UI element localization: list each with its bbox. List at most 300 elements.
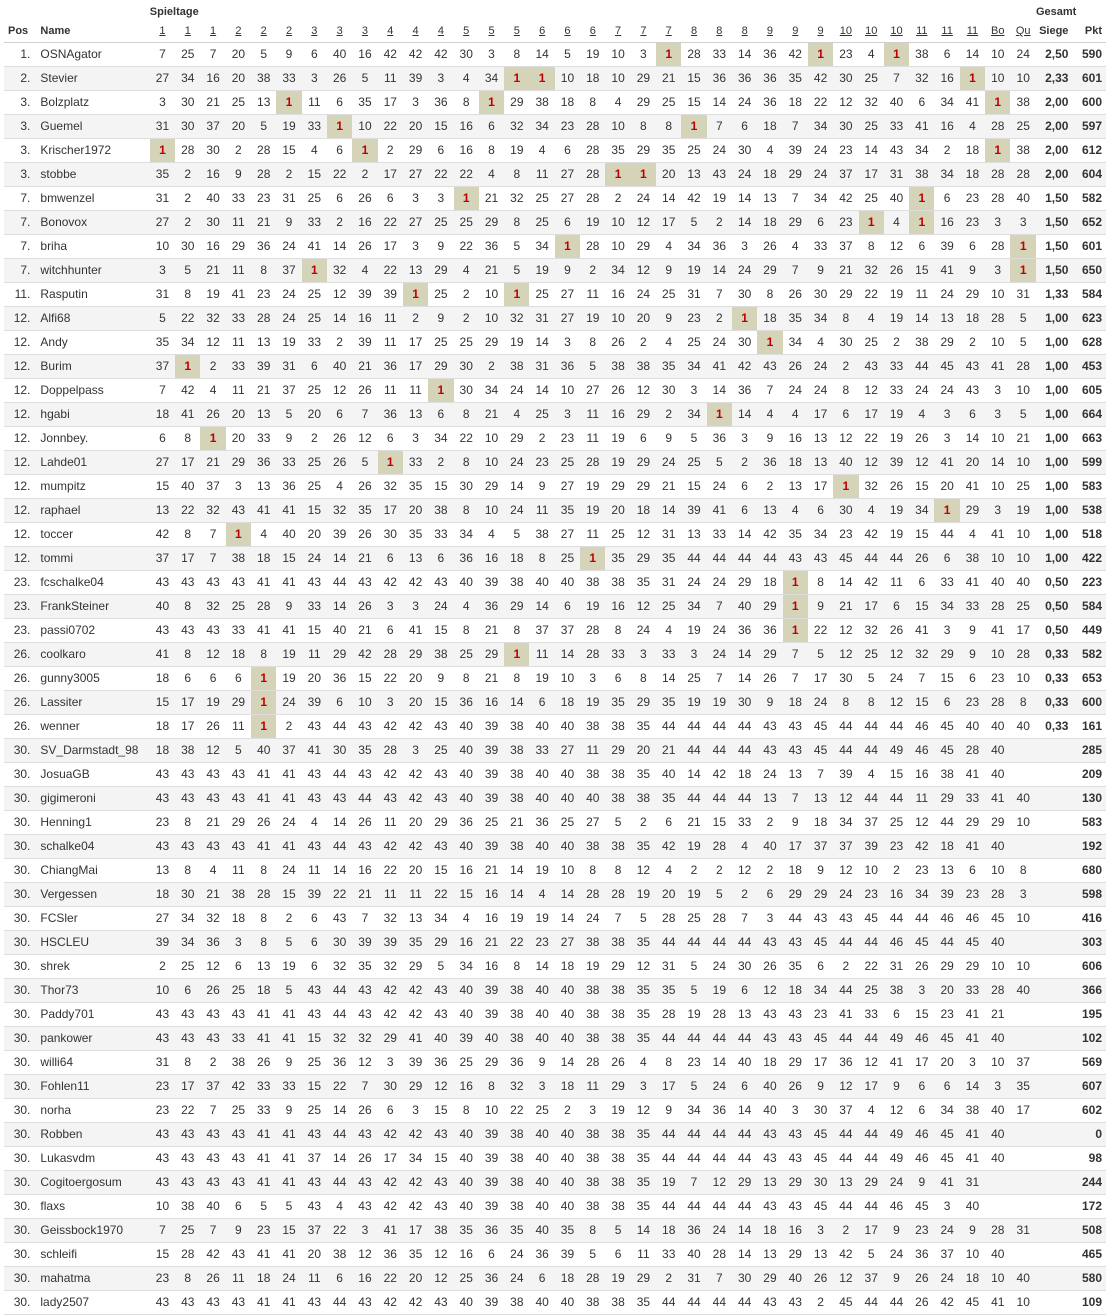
matchday-rank-cell: 11	[384, 71, 397, 85]
player-name[interactable]: stobbe	[40, 167, 77, 181]
matchday-win-cell: 1	[251, 667, 276, 691]
matchday-rank-cell: 11	[586, 431, 599, 445]
matchday-rank-cell: 44	[839, 743, 853, 757]
player-name[interactable]: Bolzplatz	[40, 95, 90, 109]
matchday-header[interactable]: 11	[934, 21, 959, 43]
matchday-rank-cell: 28	[257, 887, 271, 901]
matchday-rank-cell: 32	[332, 503, 347, 517]
matchday-rank-cell: 24	[282, 1271, 296, 1285]
matchday-header[interactable]: 7	[631, 21, 656, 43]
matchday-rank-cell: 12	[206, 743, 220, 757]
matchday-header[interactable]: 8	[707, 21, 732, 43]
matchday-rank-cell: 16	[484, 695, 499, 709]
matchday-rank-cell: 40	[991, 1103, 1005, 1117]
player-name[interactable]: pankower	[40, 1031, 93, 1045]
matchday-rank-cell: 4	[209, 863, 217, 877]
matchday-header[interactable]: 4	[403, 21, 428, 43]
pkt-cell: 680	[1081, 863, 1102, 877]
matchday-rank-cell: 29	[636, 71, 651, 85]
player-name[interactable]: Stevier	[40, 71, 78, 85]
matchday-rank-cell: 8	[184, 287, 192, 301]
matchday-rank-cell: 12	[636, 215, 651, 229]
matchday-rank-cell: 13	[940, 863, 954, 877]
player-name[interactable]: Rasputin	[40, 287, 88, 301]
matchday-rank-cell: 43	[181, 791, 195, 805]
matchday-rank-cell: 16	[484, 959, 499, 973]
matchday-rank-cell: 6	[918, 1103, 926, 1117]
player-name[interactable]: passi0702	[40, 623, 96, 637]
siege-cell	[1036, 1147, 1074, 1171]
matchday-rank-cell: 21	[206, 263, 220, 277]
matchday-header[interactable]: Bo	[985, 21, 1010, 43]
position-cell: 12.	[13, 407, 31, 421]
matchday-rank-cell: 43	[307, 791, 321, 805]
matchday-rank-cell: 38	[611, 359, 625, 373]
matchday-rank-cell: 9	[235, 167, 242, 181]
matchday-rank-cell: 44	[662, 1295, 676, 1309]
player-name[interactable]: Paddy701	[40, 1007, 95, 1021]
matchday-rank-cell: 3	[943, 623, 951, 637]
matchday-rank-cell: 43	[358, 1295, 372, 1309]
player-name[interactable]: JosuaGB	[40, 767, 90, 781]
matchday-rank-cell: 19	[535, 911, 549, 925]
player-name[interactable]: Krischer1972	[40, 143, 112, 157]
matchday-header[interactable]: 3	[352, 21, 377, 43]
matchday-rank-cell: 35	[1016, 1079, 1030, 1093]
player-name[interactable]: fcschalke04	[40, 575, 104, 589]
matchday-rank-cell: 38	[231, 551, 246, 565]
matchday-rank-cell: 28	[586, 143, 600, 157]
matchday-rank-cell: 43	[965, 383, 980, 397]
matchday-rank-cell: 42	[358, 647, 372, 661]
matchday-rank-cell: 34	[408, 1151, 423, 1165]
player-name[interactable]: briha	[40, 239, 68, 253]
matchday-rank-cell: 30	[737, 695, 752, 709]
matchday-rank-cell: 26	[788, 359, 802, 373]
player-name[interactable]: Henning1	[40, 815, 92, 829]
matchday-rank-cell: 40	[737, 1055, 752, 1069]
matchday-rank-cell: 20	[307, 527, 321, 541]
matchday-rank-cell: 34	[687, 239, 701, 253]
matchday-rank-cell: 39	[358, 935, 372, 949]
matchday-header[interactable]: 9	[757, 21, 782, 43]
matchday-rank-cell: 9	[893, 1271, 900, 1285]
matchday-rank-cell: 37	[307, 1151, 321, 1165]
matchday-header[interactable]: 2	[276, 21, 301, 43]
siege-cell	[1036, 1075, 1074, 1099]
player-name[interactable]: Andy	[40, 335, 68, 349]
matchday-rank-cell: 4	[614, 95, 622, 109]
matchday-rank-cell: 9	[817, 863, 824, 877]
matchday-rank-cell: 19	[206, 695, 220, 709]
player-name[interactable]: HSCLEU	[40, 935, 90, 949]
matchday-header[interactable]: 4	[378, 21, 403, 43]
matchday-rank-cell: 25	[307, 479, 321, 493]
player-name[interactable]: FrankSteiner	[40, 599, 110, 613]
matchday-rank-cell: 38	[586, 1295, 600, 1309]
matchday-rank-cell	[1010, 1027, 1036, 1051]
matchday-rank-cell: 21	[484, 263, 499, 277]
matchday-rank-cell: 22	[332, 887, 347, 901]
matchday-rank-cell: 38	[510, 1151, 524, 1165]
matchday-rank-cell: 20	[307, 671, 321, 685]
matchday-win-cell: 1	[1010, 259, 1036, 283]
player-name[interactable]: witchhunter	[40, 263, 102, 277]
matchday-rank-cell: 17	[181, 695, 195, 709]
matchday-rank-cell: 43	[434, 1007, 448, 1021]
matchday-rank-cell: 31	[282, 359, 296, 373]
matchday-rank-cell: 29	[763, 263, 777, 277]
matchday-rank-cell: 18	[560, 695, 575, 709]
player-name[interactable]: gigimeroni	[40, 791, 96, 805]
matchday-rank-cell: 6	[614, 1247, 622, 1261]
matchday-rank-cell: 24	[662, 455, 676, 469]
matchday-rank-cell: 19	[712, 695, 726, 709]
matchday-header[interactable]: 8	[681, 21, 706, 43]
matchday-rank-cell: 19	[889, 407, 904, 421]
player-name[interactable]: schalke04	[40, 839, 95, 853]
player-name[interactable]: flaxs	[40, 1199, 66, 1213]
matchday-rank-cell: 4	[665, 863, 673, 877]
pkt-cell: 508	[1081, 1223, 1102, 1237]
matchday-rank-cell: 45	[915, 1199, 929, 1213]
matchday-rank-cell: 44	[864, 1199, 878, 1213]
matchday-rank-cell: 35	[611, 695, 625, 709]
matchday-header[interactable]: 1	[150, 21, 175, 43]
matchday-rank-cell: 18	[965, 167, 980, 181]
matchday-rank-cell: 27	[155, 455, 170, 469]
matchday-rank-cell: 42	[408, 1295, 423, 1309]
matchday-rank-cell: 43	[155, 839, 170, 853]
matchday-rank-cell: 20	[408, 671, 423, 685]
matchday-rank-cell: 7	[361, 407, 369, 421]
matchday-rank-cell: 41	[991, 359, 1005, 373]
player-name[interactable]: Guemel	[40, 119, 83, 133]
matchday-rank-cell: 32	[332, 959, 347, 973]
player-name[interactable]: Jonnbey.	[40, 431, 89, 445]
matchday-rank-cell: 44	[712, 1151, 726, 1165]
matchday-rank-cell: 44	[662, 719, 676, 733]
matchday-header[interactable]: 3	[302, 21, 327, 43]
player-name[interactable]: mumpitz	[40, 479, 86, 493]
matchday-rank-cell: 4	[260, 527, 268, 541]
matchday-rank-cell: 6	[766, 887, 774, 901]
matchday-header[interactable]: 7	[605, 21, 630, 43]
matchday-rank-cell: 10	[484, 455, 499, 469]
player-name[interactable]: ChiangMai	[40, 863, 98, 877]
matchday-rank-cell: 18	[257, 983, 271, 997]
matchday-rank-cell: 41	[257, 1175, 271, 1189]
siege-cell: 0,33	[1045, 647, 1069, 661]
matchday-rank-cell: 4	[665, 335, 673, 349]
matchday-rank-cell: 18	[763, 311, 777, 325]
matchday-header[interactable]: 11	[960, 21, 985, 43]
matchday-rank-cell: 29	[434, 359, 448, 373]
player-name[interactable]: willi64	[40, 1055, 74, 1069]
player-name[interactable]: Robben	[40, 1127, 83, 1141]
matchday-header[interactable]: 10	[833, 21, 858, 43]
matchday-rank-cell: 5	[260, 1199, 268, 1213]
matchday-header[interactable]: 5	[454, 21, 479, 43]
matchday-rank-cell: 4	[766, 407, 774, 421]
siege-cell	[1036, 883, 1074, 907]
siege-cell	[1036, 835, 1074, 859]
matchday-rank-cell: 28	[586, 623, 600, 637]
matchday-rank-cell: 33	[307, 215, 321, 229]
matchday-rank-cell: 8	[1019, 863, 1027, 877]
matchday-rank-cell: 45	[839, 551, 853, 565]
player-name[interactable]: bmwenzel	[40, 191, 95, 205]
matchday-rank-cell: 8	[665, 119, 673, 133]
pkt-cell: 605	[1081, 383, 1102, 397]
matchday-rank-cell: 17	[383, 503, 397, 517]
position-cell: 7.	[20, 215, 31, 229]
matchday-rank-cell: 44	[712, 719, 726, 733]
player-name[interactable]: toccer	[40, 527, 74, 541]
matchday-rank-cell: 39	[484, 719, 499, 733]
matchday-header[interactable]: 6	[580, 21, 605, 43]
matchday-rank-cell: 12	[889, 239, 904, 253]
matchday-rank-cell: 5	[640, 911, 647, 925]
player-name[interactable]: wenner	[40, 719, 80, 733]
matchday-rank-cell: 34	[940, 1103, 954, 1117]
matchday-rank-cell: 8	[462, 503, 470, 517]
matchday-header[interactable]: 4	[428, 21, 453, 43]
matchday-rank-cell: 22	[813, 95, 828, 109]
matchday-rank-cell: 18	[788, 983, 802, 997]
matchday-rank-cell: 33	[940, 575, 954, 589]
matchday-rank-cell: 41	[991, 1295, 1005, 1309]
pkt-cell: 538	[1081, 503, 1102, 517]
matchday-rank-cell: 6	[386, 623, 394, 637]
matchday-rank-cell: 17	[864, 167, 878, 181]
matchday-rank-cell: 29	[408, 143, 423, 157]
matchday-rank-cell: 40	[687, 1247, 701, 1261]
matchday-header[interactable]: 1	[175, 21, 200, 43]
position-cell: 30.	[13, 1127, 31, 1141]
matchday-header[interactable]: 5	[479, 21, 504, 43]
matchday-rank-cell: 4	[488, 167, 495, 181]
matchday-rank-cell: 42	[737, 359, 752, 373]
matchday-rank-cell: 14	[737, 647, 752, 661]
matchday-win-cell: 1	[200, 427, 225, 451]
matchday-rank-cell: 25	[560, 815, 575, 829]
matchday-rank-cell: 14	[737, 527, 752, 541]
matchday-rank-cell: 40	[991, 719, 1005, 733]
matchday-rank-cell: 40	[560, 1199, 575, 1213]
matchday-rank-cell: 6	[386, 551, 394, 565]
player-name[interactable]: OSNAgator	[40, 47, 102, 61]
matchday-rank-cell: 12	[636, 863, 651, 877]
matchday-rank-cell: 35	[358, 95, 372, 109]
player-name[interactable]: Vergessen	[40, 887, 98, 901]
table-row	[4, 1267, 1106, 1291]
matchday-rank-cell: 25	[535, 215, 549, 229]
matchday-rank-cell: 2	[640, 335, 647, 349]
matchday-header[interactable]: 9	[808, 21, 833, 43]
matchday-rank-cell: 3	[488, 47, 495, 61]
matchday-rank-cell: 28	[611, 887, 625, 901]
matchday-header[interactable]: 3	[327, 21, 352, 43]
matchday-win-cell: 1	[251, 691, 276, 715]
matchday-header[interactable]: 10	[884, 21, 909, 43]
player-name[interactable]: Burim	[40, 359, 72, 373]
player-name[interactable]: shrek	[40, 959, 70, 973]
player-name[interactable]: lady2507	[40, 1295, 90, 1309]
matchday-rank-cell: 31	[687, 1271, 701, 1285]
matchday-win-cell: 1	[859, 211, 884, 235]
player-name[interactable]: Bonovox	[40, 215, 88, 229]
matchday-rank-cell: 43	[332, 791, 347, 805]
pkt-cell: 582	[1081, 191, 1102, 205]
player-name[interactable]: SV_Darmstadt_98	[40, 743, 139, 757]
player-name[interactable]: Lahde01	[40, 455, 88, 469]
player-name[interactable]: coolkaro	[40, 647, 86, 661]
pkt-cell: 601	[1081, 239, 1102, 253]
matchday-rank-cell: 41	[965, 839, 980, 853]
matchday-rank-cell: 24	[813, 359, 828, 373]
matchday-header[interactable]: 1	[200, 21, 225, 43]
matchday-rank-cell: 49	[889, 1127, 904, 1141]
matchday-rank-cell: 2	[361, 167, 369, 181]
player-name[interactable]: mahatma	[40, 1271, 91, 1285]
matchday-rank-cell: 43	[206, 1031, 220, 1045]
table-row	[4, 883, 1106, 907]
player-name[interactable]: Geissbock1970	[40, 1223, 124, 1237]
matchday-rank-cell: 9	[665, 1103, 673, 1117]
matchday-rank-cell: 42	[712, 767, 726, 781]
player-name[interactable]: Lassiter	[40, 695, 83, 709]
player-name[interactable]: hgabi	[40, 407, 70, 421]
pkt-cell: 601	[1081, 71, 1102, 85]
matchday-rank-cell: 35	[636, 983, 651, 997]
matchday-rank-cell: 6	[741, 503, 748, 517]
matchday-rank-cell: 16	[459, 863, 473, 877]
siege-cell	[1036, 1243, 1074, 1267]
matchday-rank-cell: 42	[408, 839, 423, 853]
matchday-header[interactable]: 7	[656, 21, 681, 43]
matchday-header[interactable]: 11	[909, 21, 934, 43]
matchday-rank-cell: 36	[383, 407, 397, 421]
player-name[interactable]: Alfi68	[40, 311, 71, 325]
matchday-rank-cell: 16	[611, 407, 625, 421]
matchday-rank-cell: 44	[687, 1127, 701, 1141]
player-name[interactable]: Doppelpass	[40, 383, 104, 397]
matchday-rank-cell: 2	[159, 959, 166, 973]
matchday-rank-cell: 6	[437, 551, 445, 565]
matchday-rank-cell: 32	[864, 479, 878, 493]
matchday-header[interactable]: 2	[226, 21, 251, 43]
matchday-rank-cell: 15	[915, 527, 929, 541]
matchday-rank-cell: 5	[817, 647, 824, 661]
player-name[interactable]: schleifi	[40, 1247, 78, 1261]
matchday-header[interactable]: 5	[504, 21, 529, 43]
matchday-rank-cell: 6	[817, 959, 824, 973]
matchday-rank-cell: 8	[513, 959, 521, 973]
matchday-rank-cell: 11	[308, 647, 321, 661]
matchday-rank-cell: 38	[586, 983, 600, 997]
matchday-rank-cell: 16	[940, 71, 954, 85]
matchday-rank-cell: 44	[737, 1127, 752, 1141]
matchday-header[interactable]: 6	[529, 21, 554, 43]
matchday-rank-cell: 19	[586, 47, 600, 61]
matchday-rank-cell: 39	[307, 695, 321, 709]
matchday-header[interactable]: Qu	[1010, 21, 1036, 43]
player-name[interactable]: tommi	[40, 551, 74, 565]
matchday-rank-cell: 24	[940, 1271, 954, 1285]
matchday-rank-cell: 39	[257, 359, 271, 373]
matchday-rank-cell: 11	[586, 743, 599, 757]
matchday-rank-cell: 2	[766, 863, 774, 877]
matchday-rank-cell: 18	[231, 647, 246, 661]
matchday-rank-cell: 8	[488, 143, 495, 157]
matchday-rank-cell: 29	[636, 551, 651, 565]
matchday-rank-cell: 29	[434, 815, 448, 829]
matchday-header[interactable]: 8	[732, 21, 757, 43]
player-name[interactable]: Fohlen11	[40, 1079, 90, 1093]
player-name[interactable]: norha	[40, 1103, 72, 1117]
siege-cell	[1036, 763, 1074, 787]
matchday-rank-cell: 42	[383, 983, 397, 997]
matchday-rank-cell: 2	[336, 335, 343, 349]
matchday-rank-cell: 43	[155, 1007, 170, 1021]
matchday-rank-cell: 24	[1016, 47, 1030, 61]
matchday-rank-cell: 16	[788, 1223, 802, 1237]
matchday-rank-cell: 36	[434, 1055, 448, 1069]
matchday-rank-cell: 38	[611, 1151, 625, 1165]
matchday-header[interactable]: 2	[251, 21, 276, 43]
matchday-rank-cell: 24	[839, 887, 853, 901]
matchday-rank-cell: 2	[538, 431, 546, 445]
player-name[interactable]: gunny3005	[40, 671, 100, 685]
matchday-header[interactable]: 9	[783, 21, 808, 43]
matchday-header[interactable]: 6	[555, 21, 580, 43]
matchday-rank-cell: 9	[969, 1223, 976, 1237]
player-name[interactable]: Cogitoergosum	[40, 1175, 122, 1189]
matchday-rank-cell: 17	[915, 1055, 929, 1069]
player-name[interactable]: FCSler	[40, 911, 78, 925]
matchday-rank-cell: 27	[560, 479, 575, 493]
matchday-rank-cell: 30	[181, 887, 195, 901]
player-name[interactable]: Lukasvdm	[40, 1151, 96, 1165]
matchday-rank-cell: 19	[687, 887, 701, 901]
matchday-rank-cell: 28	[712, 839, 726, 853]
matchday-rank-cell: 14	[737, 671, 752, 685]
matchday-rank-cell: 8	[614, 863, 622, 877]
matchday-rank-cell: 15	[915, 263, 929, 277]
player-name[interactable]: raphael	[40, 503, 81, 517]
matchday-rank-cell: 43	[763, 719, 777, 733]
matchday-rank-cell: 16	[206, 71, 220, 85]
pkt-cell: 583	[1081, 479, 1102, 493]
matchday-rank-cell: 14	[636, 1223, 651, 1237]
matchday-rank-cell: 29	[788, 1247, 802, 1261]
matchday-rank-cell: 6	[665, 815, 673, 829]
matchday-rank-cell: 33	[737, 815, 752, 829]
matchday-rank-cell: 6	[310, 911, 318, 925]
matchday-rank-cell: 41	[408, 1031, 423, 1045]
player-name[interactable]: Thor73	[40, 983, 79, 997]
matchday-rank-cell: 30	[181, 95, 195, 109]
matchday-rank-cell: 11	[915, 287, 929, 301]
matchday-rank-cell: 7	[159, 1223, 166, 1237]
matchday-rank-cell: 43	[434, 719, 448, 733]
pkt-cell: 650	[1081, 263, 1102, 277]
matchday-rank-cell: 31	[662, 959, 676, 973]
matchday-header[interactable]: 10	[859, 21, 884, 43]
matchday-rank-cell: 4	[867, 47, 875, 61]
matchday-rank-cell: 23	[687, 311, 701, 325]
